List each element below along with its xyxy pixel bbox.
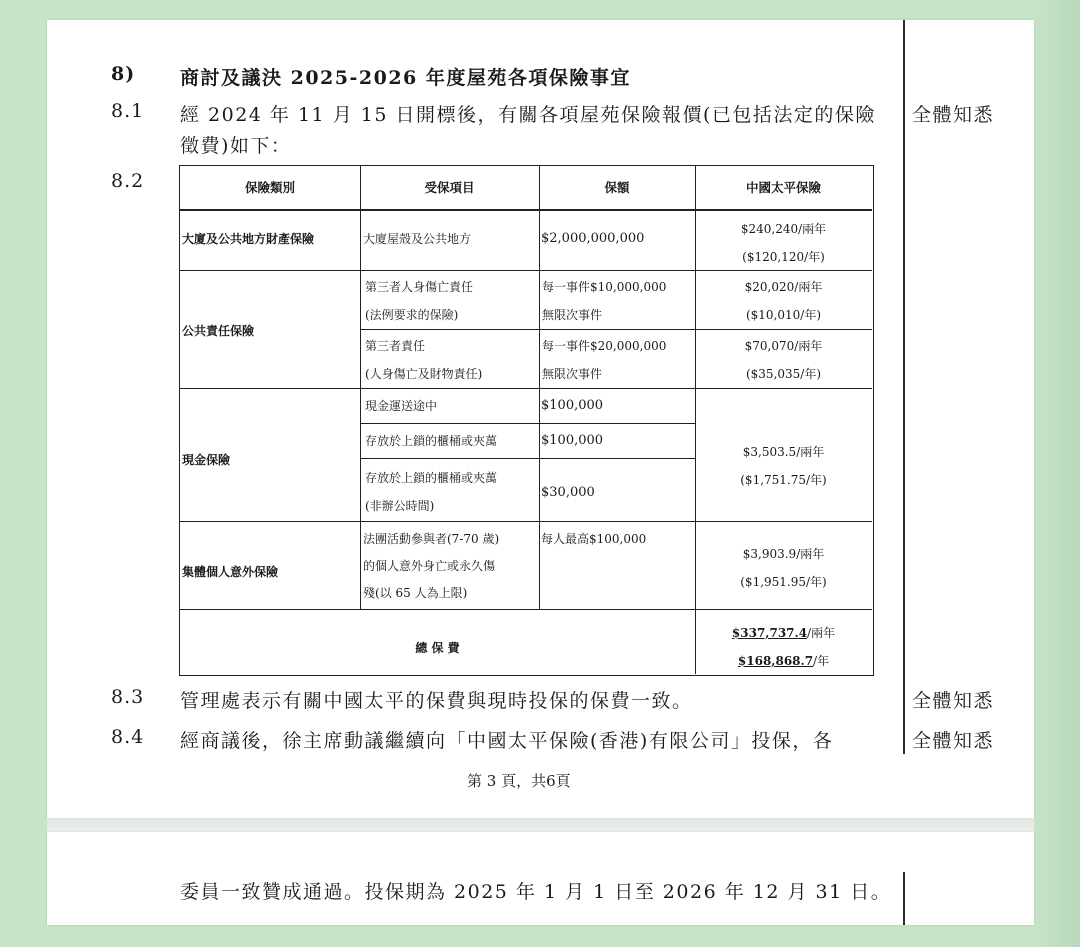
table-row-liability-category: 公共責任保險 [182,324,255,338]
table-row-cash-c-item1: 存放於上鎖的櫃桶或夾萬 [365,471,498,485]
page-footer: 第 3 頁，共6頁 [467,772,571,790]
item-note-8-4: 全體知悉 [912,730,995,752]
section-title: 商討及議決 2025-2026 年度屋苑各項保險事宜 [180,67,631,89]
item-number-8-3: 8.3 [111,686,145,708]
table-row-cash-premium-1y: ($1,751.75/年) [740,473,827,487]
background-edge [1034,0,1080,947]
table-row-property-category: 大廈及公共地方財產保險 [182,232,315,246]
table-row-property-premium-2y: $240,240/兩年 [740,222,827,236]
table-total-premium-2y-value: $337,737.4 [731,626,808,640]
table-row-liability-a-amount1: 每一事件$10,000,000 [542,280,667,294]
table-total-premium-2y-unit: /兩年 [807,626,836,640]
table-row-accident-amount: 每人最高$100,000 [541,532,647,546]
item-number-8-2: 8.2 [111,170,145,192]
item-text-8-1-line2: 徵費)如下： [180,135,292,157]
table-header-item: 受保項目 [424,180,475,195]
table-total-label: 總 保 費 [415,641,460,655]
table-row-cash-c-amount: $30,000 [541,485,595,500]
table-total-premium-1y-unit: /年 [813,654,830,668]
table-row-liability-b-amount2: 無限次事件 [542,367,603,381]
table-row-liability-b-item2: (人身傷亡及財物責任) [365,367,483,381]
item-number-8-4: 8.4 [111,726,145,748]
table-row-cash-c-item2: (非辦公時間) [365,499,435,513]
table-row-liability-a-premium-2y: $20,020/兩年 [744,280,823,294]
section-number: 8) [111,63,136,85]
insurance-quote-table [179,165,874,676]
notes-column-divider-page2 [903,872,905,925]
table-row-cash-b-item: 存放於上鎖的櫃桶或夾萬 [365,434,498,448]
table-header-amount: 保額 [604,180,630,195]
table-row-accident-item1: 法團活動參與者(7-70 歲) [363,532,500,546]
table-header-category: 保險類別 [244,180,295,195]
table-row-liability-b-item1: 第三者責任 [365,339,426,353]
item-text-8-3: 管理處表示有關中國太平的保費與現時投保的保費一致。 [180,690,693,712]
table-row-accident-item2: 的個人意外身亡或永久傷 [363,559,496,573]
item-text-8-1-line1: 經 2024 年 11 月 15 日開標後，有關各項屋苑保險報價(已包括法定的保險 [180,104,876,126]
table-row-cash-category: 現金保險 [182,453,231,467]
table-total-premium-1y [695,647,872,675]
table-row-accident-premium-1y: ($1,951.95/年) [740,575,827,589]
table-row-accident-premium-2y: $3,903.9/兩年 [742,547,825,561]
item-text-8-4: 經商議後，徐主席動議繼續向「中國太平保險(香港)有限公司」投保，各 [180,730,834,752]
item-number-8-1: 8.1 [111,100,145,122]
table-row-cash-a-amount: $100,000 [541,398,604,413]
item-note-8-1: 全體知悉 [912,104,995,126]
table-row-property-premium-1y: ($120,120/年) [742,250,825,264]
table-row-liability-a-premium-1y: ($10,010/年) [745,308,822,322]
table-header-insurer: 中國太平保險 [745,180,821,195]
page-gap [47,818,1034,832]
page2-text: 委員一致贊成通過。投保期為 2025 年 1 月 1 日至 2026 年 12 月 31 日。 [180,881,892,903]
table-total-premium-1y-value: $168,868.7 [737,654,814,668]
table-row-liability-b-premium-1y: ($35,035/年) [745,367,822,381]
table-row-cash-premium-2y: $3,503.5/兩年 [742,445,825,459]
table-row-liability-a-item1: 第三者人身傷亡責任 [365,280,474,294]
table-row-liability-b-amount1: 每一事件$20,000,000 [542,339,667,353]
table-row-liability-a-item2: (法例要求的保險) [365,308,459,322]
table-row-liability-b-premium-2y: $70,070/兩年 [744,339,823,353]
table-row-liability-a-amount2: 無限次事件 [542,308,603,322]
item-note-8-3: 全體知悉 [912,690,995,712]
table-row-cash-b-amount: $100,000 [541,433,604,448]
table-row-property-item: 大廈屋殼及公共地方 [363,232,472,246]
table-row-cash-a-item: 現金運送途中 [365,399,438,413]
notes-column-divider [903,20,905,754]
table-total-premium-2y [695,619,872,647]
table-row-property-amount: $2,000,000,000 [541,231,645,246]
table-row-accident-item3: 殘(以 65 人為上限) [363,586,468,600]
table-row-accident-category: 集體個人意外保險 [182,565,279,579]
